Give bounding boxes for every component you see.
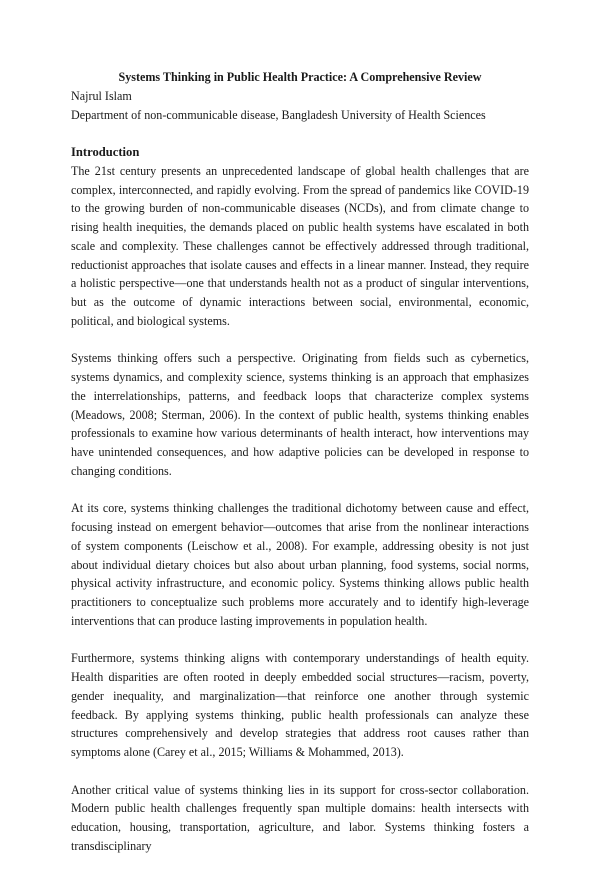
document-page [71, 68, 529, 874]
paragraph: Systems thinking offers such a perspective. Originating from fields such as cybernetics, systems dynamics, and complexity science, systems thinking is an approach that emphasizes the interrelationships, patterns, and feedback loops that characterize complex systems (Meadows, 2008; Sterman, 2006). In the context of public health, systems thinking enables professionals to examine how various determinants of health interact, how interventions may have unintended consequences, and how adaptive policies can be developed in response to changing conditions. [71, 351, 529, 478]
paragraph: At its core, systems thinking challenges the traditional dichotomy between cause and effect, focusing instead on emergent behavior—outcomes that arise from the nonlinear interactions of system components (Leischow et al., 2008). For example, addressing obesity is not just about individual dietary choices but also about urban planning, food systems, social norms, physical activity infrastructure, and economic policy. Systems thinking allows public health practitioners to conceptualize such problems more accurately and to identify high-leverage interventions that can produce lasting improvements in population health. [71, 501, 529, 628]
author-name: Najrul Islam [71, 88, 132, 103]
section-heading-introduction: Introduction [71, 145, 140, 159]
paragraph: The 21st century presents an unprecedented landscape of global health challenges that are complex, interconnected, and rapidly evolving. From the spread of pandemics like COVID-19 to the growing burden of non-communicable diseases (NCDs), and from climate change to rising health inequities, the demands placed on public health systems have escalated in both scale and complexity. These challenges cannot be effectively addressed through traditional, reductionist approaches that isolate causes and effects in a linear manner. Instead, they require a holistic perspective—one that understands health not as a product of singular interventions, but as the outcome of dynamic interactions between social, environmental, economic, political, and biological systems. [71, 163, 529, 328]
paragraph: Furthermore, systems thinking aligns with contemporary understandings of health equity. Health disparities are often rooted in deeply embedded social structures—racism, poverty, gender inequality, and marginalization—that reinforce one another through systemic feedback. By applying systems thinking, public health professionals can analyze these structures comprehensively and develop strategies that address root causes rather than symptoms alone (Carey et al., 2015; Williams & Mohammed, 2013). [71, 651, 529, 759]
paragraph: Another critical value of systems thinking lies in its support for cross-sector collaboration. Modern public health challenges frequently span multiple domains: health intersects with education, housing, transportation, agriculture, and labor. Systems thinking fosters a transdisciplinary [71, 782, 529, 853]
author-affiliation: Department of non-communicable disease, Bangladesh University of Health Sciences [71, 107, 486, 122]
document-title: Systems Thinking in Public Health Practice: A Comprehensive Review [118, 70, 482, 84]
